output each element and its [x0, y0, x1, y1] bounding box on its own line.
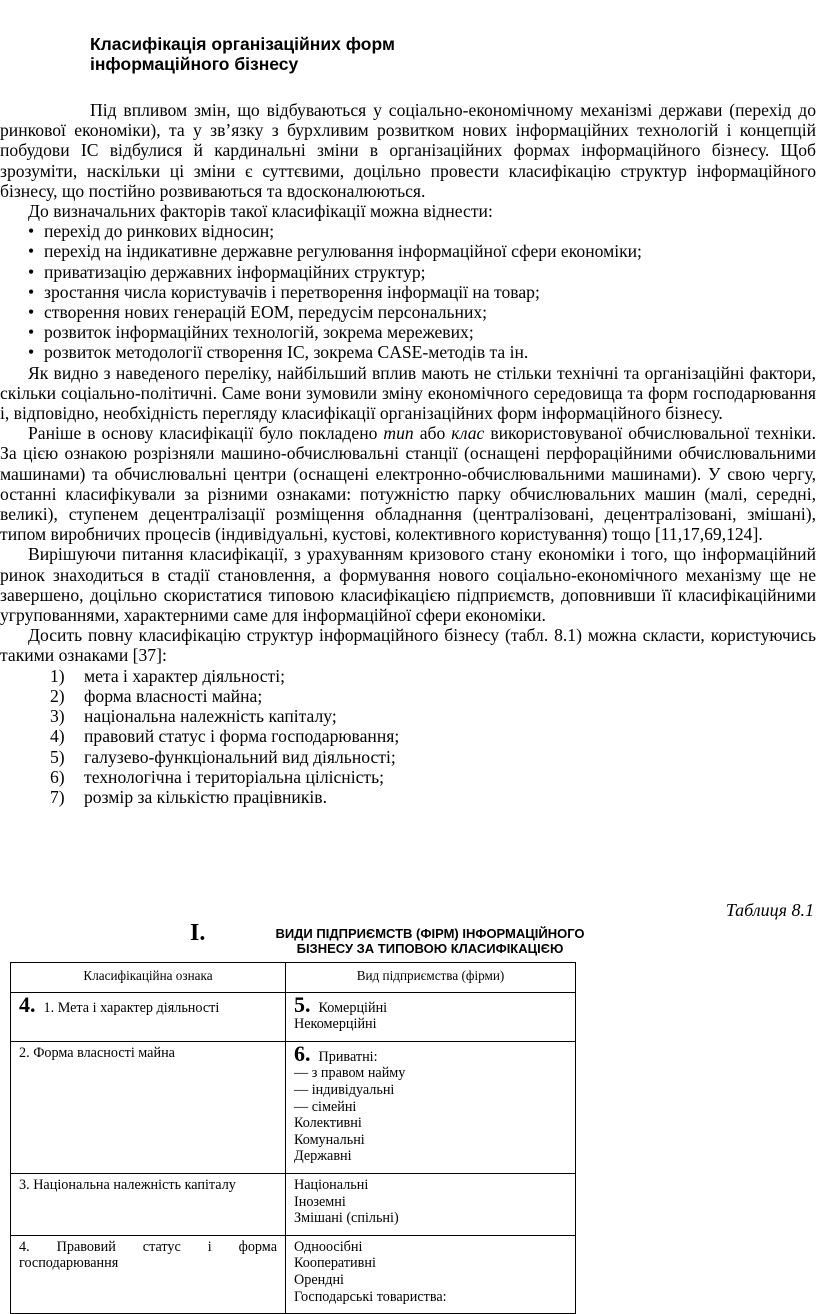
- bullet-icon: •: [28, 322, 35, 343]
- column-header-type: Вид підприємства (фірми): [286, 963, 576, 993]
- list-item-text: розвиток інформаційних технологій, зокрема мережевих;: [44, 322, 474, 343]
- paragraph-influence: Як видно з наведеного переліку, найбільший вплив мають не стільки технічні та організаційні фактори, скільки соціально-політичні. Саме вони зумовили зміну економічного середовища та форм господарювання і, відповідно, необхідність перегляду класифікації організаційних форм інформаційного бізнесу.: [0, 362, 816, 424]
- table-row: [11, 1041, 576, 1173]
- paragraph-criteria-lead: Досить повну класифікацію структур інформаційного бізнесу (табл. 8.1) можна скласти, користуючись такими ознаками [37]:: [0, 625, 816, 666]
- list-item-text: правовий статус і форма господарювання;: [84, 726, 400, 747]
- table-row: [11, 1235, 576, 1313]
- list-item: [50, 767, 816, 787]
- table-title-line-1: ВИДИ ПІДПРИЄМСТВ (ФІРМ) ІНФОРМАЦІЙНОГО: [275, 926, 585, 941]
- list-number: 7): [50, 786, 65, 807]
- paragraph-history: [0, 423, 816, 544]
- text-run: або: [413, 423, 452, 444]
- list-item: [50, 666, 816, 686]
- column-header-criterion: Класифікаційна ознака: [11, 963, 286, 993]
- type-item: Кооперативні: [294, 1255, 376, 1272]
- list-item-text: мета і характер діяльності;: [84, 665, 285, 686]
- paragraph-intro: Під впливом змін, що відбуваються у соціально-економічному механізмі держави (перехід до ринкової економіки), та у зв’язку з бурхливим розвитком нових інформаційних технологій і концепцій побудови ІС відбулися й кардинальні зміни в організаційних формах інформаційного бізнесу. Щоб зрозуміти, наскільки ці зміни є суттєвими, доцільно провести класифікацію структур інформаційного бізнесу, що постійно розвиваються та вдосконалюються.: [0, 100, 816, 201]
- table-cell-criterion: [11, 992, 286, 1041]
- list-item: [28, 322, 816, 342]
- type-item: Орендні: [294, 1271, 344, 1288]
- list-number: 1): [50, 665, 65, 686]
- bullet-icon: •: [28, 302, 35, 323]
- type-item: — з правом найму: [294, 1065, 406, 1082]
- table-cell-criterion: [11, 1235, 286, 1313]
- heading-line-2: інформаційного бізнесу: [90, 54, 299, 74]
- type-item: Комунальні: [294, 1131, 365, 1148]
- type-item: Змішані (спільні): [294, 1210, 399, 1227]
- list-number: 5): [50, 746, 65, 767]
- list-item-text: галузево-функціональний вид діяльності;: [84, 746, 396, 767]
- list-item-text: форма власності майна;: [84, 685, 263, 706]
- table-title: [200, 926, 660, 956]
- table-cell-criterion: 2. Форма власності майна: [11, 1041, 286, 1173]
- type-item: Некомерційні: [294, 1016, 377, 1033]
- criteria-list: [0, 666, 816, 807]
- list-item-text: створення нових генерацій ЕОМ, передусім персональних;: [44, 302, 488, 323]
- factors-list: [0, 221, 816, 362]
- table-roman-numeral: I.: [190, 920, 206, 946]
- paragraph-factors-lead: До визначальних факторів такої класифікації можна віднести:: [28, 201, 493, 222]
- table-caption: Таблиця 8.1: [725, 900, 814, 920]
- table-cell-types: [286, 1173, 576, 1235]
- list-item: [28, 342, 816, 362]
- list-item: [28, 262, 816, 282]
- list-item-text: перехід на індикативне державне регулювання інформаційної сфери економіки;: [44, 241, 642, 262]
- type-item: — сімейні: [294, 1098, 357, 1115]
- emphasis-klas: клас: [451, 423, 485, 444]
- bullet-icon: •: [28, 261, 35, 282]
- table-row: [11, 1173, 576, 1235]
- list-item: [50, 747, 816, 767]
- type-item: Одноосібні: [294, 1238, 363, 1255]
- list-item-text: розмір за кількістю працівників.: [84, 786, 327, 807]
- list-item: [28, 302, 816, 322]
- section-heading: [90, 34, 395, 74]
- list-item-text: зростання числа користувачів і перетворення інформації на товар;: [44, 281, 540, 302]
- row-number: 5.: [294, 991, 311, 1017]
- criterion-text-line-1: 4. Правовий статус і форма: [19, 1238, 277, 1255]
- bullet-icon: •: [28, 241, 35, 262]
- emphasis-tip: тип: [383, 423, 414, 444]
- list-item-text: національна належність капіталу;: [84, 706, 337, 727]
- list-number: 3): [50, 706, 65, 727]
- list-item: [50, 686, 816, 706]
- row-number: 4.: [19, 991, 36, 1017]
- bullet-icon: •: [28, 281, 35, 302]
- type-item: Національні: [294, 1176, 369, 1193]
- table-title-line-2: БІЗНЕСУ ЗА ТИПОВОЮ КЛАСИФІКАЦІЄЮ: [296, 941, 564, 956]
- paragraph-solution: Вирішуючи питання класифікації, з урахуванням кризового стану економіки і того, що інформаційний ринок знаходиться в стадії становлення, а формування нового соціально-економічного механізму ще не завершено, доцільно скористатися типовою класифікацією підприємств, доповнивши її класифікаційними угрупованнями, характерними саме для інформаційної сфери економіки.: [0, 544, 816, 626]
- list-number: 4): [50, 726, 65, 747]
- table-cell-types: [286, 992, 576, 1041]
- list-item-text: перехід до ринкових відносин;: [44, 221, 275, 242]
- row-number: 6.: [294, 1040, 311, 1066]
- criterion-text-line-2: господарювання: [19, 1255, 119, 1272]
- list-item: [50, 706, 816, 726]
- list-item: [28, 241, 816, 261]
- list-number: 6): [50, 766, 65, 787]
- list-item-text: технологічна і територіальна цілісність;: [84, 766, 385, 787]
- list-item-text: приватизацію державних інформаційних структур;: [44, 261, 426, 282]
- table-cell-criterion: 3. Національна належність капіталу: [11, 1173, 286, 1235]
- list-number: 2): [50, 685, 65, 706]
- type-item: Державні: [294, 1148, 352, 1165]
- type-item: Господарські товариства:: [294, 1288, 447, 1305]
- type-item: Приватні:: [318, 1048, 378, 1065]
- table-cell-types: [286, 1041, 576, 1173]
- list-item-text: розвиток методології створення ІС, зокрема CASE-методів та ін.: [44, 342, 529, 363]
- type-item: Комерційні: [318, 999, 388, 1016]
- bullet-icon: •: [28, 221, 35, 242]
- text-run: використовуваної обчислювальної техніки. За цією ознакою розрізняли машино-обчислювальні станції (оснащені перфораційними обчислювальними машинами) та обчислювальні центри (оснащені електронно-обчислювальними машинами). У свою чергу, останні класифікували за різними ознаками: потужністю парку обчислювальних машин (малі, середні, великі), ступенем децентралізації розміщення обладнання (централізовані, децентралізовані, змішані), типом виробничих процесів (індивідуальні, кустові, колективного користування) тощо [11,17,69,124].: [0, 423, 816, 545]
- list-item: [28, 282, 816, 302]
- type-item: Іноземні: [294, 1193, 346, 1210]
- list-item: [28, 221, 816, 241]
- list-item: [50, 787, 816, 807]
- bullet-icon: •: [28, 342, 35, 363]
- text-run: Раніше в основу класифікації було покладено: [28, 423, 384, 444]
- table-cell-types: [286, 1235, 576, 1313]
- list-item: [50, 726, 816, 746]
- heading-line-1: Класифікація організаційних форм: [90, 34, 395, 54]
- table-row: [11, 992, 576, 1041]
- body-text: [0, 100, 816, 807]
- type-item: — індивідуальні: [294, 1081, 395, 1098]
- table-header-row: [11, 963, 576, 993]
- criterion-text: 1. Мета і характер діяльності: [43, 999, 220, 1016]
- classification-table: [10, 962, 576, 1314]
- type-item: Колективні: [294, 1115, 362, 1132]
